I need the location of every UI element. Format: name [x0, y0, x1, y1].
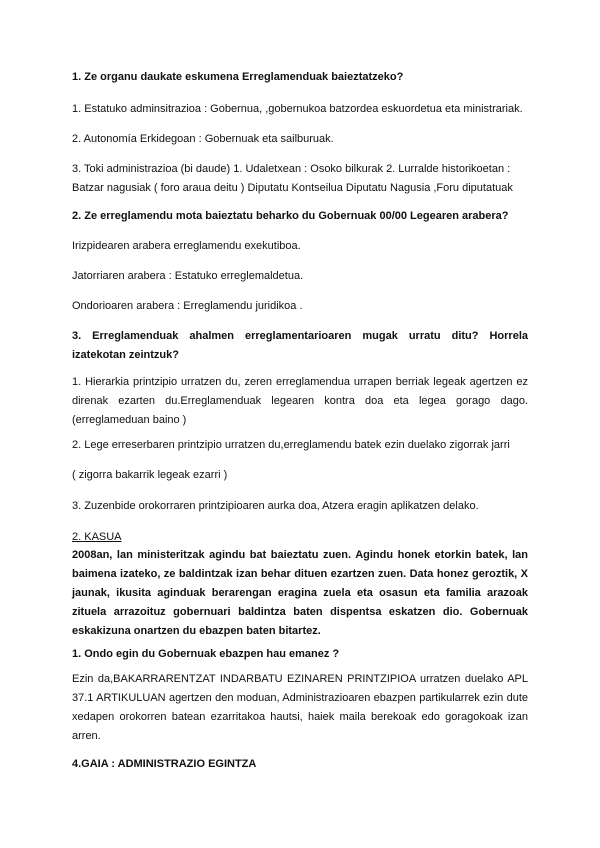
question-2-heading: 2. Ze erreglamendu mota baieztatu beharko du Gobernuak 00/00 Legearen arabera? [72, 210, 509, 222]
answer-3-item-3: 3. Zuzenbide orokorraren printzipioaren aurka doa, Atzera eragin aplikatzen delako. [72, 500, 479, 512]
answer-2-item-3: Ondorioaren arabera : Erreglamendu juridikoa . [72, 300, 303, 312]
question-3-heading: 3. Erreglamenduak ahalmen erreglamentarioaren mugak urratu ditu? Horrela izatekotan zeintzuk? [72, 330, 528, 361]
answer-3-item-1: 1. Hierarkia printzipio urratzen du, zeren erreglamendua urrapen berriak legeak agertzen ez direnak ezarten du.Erreglamenduak legearen kontra doa eta legea gorago dago. (erreglameduan baino ) [72, 376, 528, 426]
case-question-heading: 1. Ondo egin du Gobernuak ebazpen hau emanez ? [72, 648, 340, 660]
answer-1-item-2: 2. Autonomía Erkidegoan : Gobernuak eta sailburuak. [72, 133, 334, 145]
case-body: 2008an, lan ministeritzak agindu bat baieztatu zuen. Agindu honek etorkin batek, lan baimena izateko, ze baldintzak izan behar dituen ezartzen zuen. Data honez geroztik, X jaunak, ikusita aginduak berarengan eragina zuela eta osasun eta familia arazoak zituela arrazoituz gobernuari baldintza baten dispentsa eskatzen dio. Gobernuak eskakizuna onartzen du ebazpen baten bitartez. [72, 549, 528, 637]
case-title: 2. KASUA [72, 531, 122, 543]
answer-3-item-2-note: ( zigorra bakarrik legeak ezarri ) [72, 469, 228, 481]
answer-3-item-2: 2. Lege erreserbaren printzipio urratzen du,erreglamendu batek ezin duelako zigorrak jarri [72, 439, 510, 451]
section-heading: 4.GAIA : ADMINISTRAZIO EGINTZA [72, 758, 257, 770]
answer-2-item-2: Jatorriaren arabera : Estatuko erreglemaldetua. [72, 270, 304, 282]
question-1-heading: 1. Ze organu daukate eskumena Erreglamenduak baieztatzeko? [72, 71, 404, 83]
answer-1-item-1: 1. Estatuko adminsitrazioa : Gobernua, ,gobernukoa batzordea eskuordetua eta ministrariak. [72, 103, 523, 115]
answer-1-item-3: 3. Toki administrazioa (bi daude) 1. Udaletxean : Osoko bilkurak 2. Lurralde historikoetan : Batzar nagusiak ( foro araua deitu ) Diputatu Kontseilua Diputatu Nagusia ,Foru diputatuak [72, 163, 513, 194]
answer-2-item-1: Irizpidearen arabera erreglamendu exekutiboa. [72, 240, 301, 252]
case-answer: Ezin da,BAKARRARENTZAT INDARBATU EZINAREN PRINTZIPIOA urratzen duelako APL 37.1 ARTIKULUAN agertzen den moduan, Administrazioaren ebazpen partikularrek ezin dute xedapen orokorren batean ezarritakoa hautsi, haiek maila berekoak edo goragokoak izan arren. [72, 673, 528, 742]
